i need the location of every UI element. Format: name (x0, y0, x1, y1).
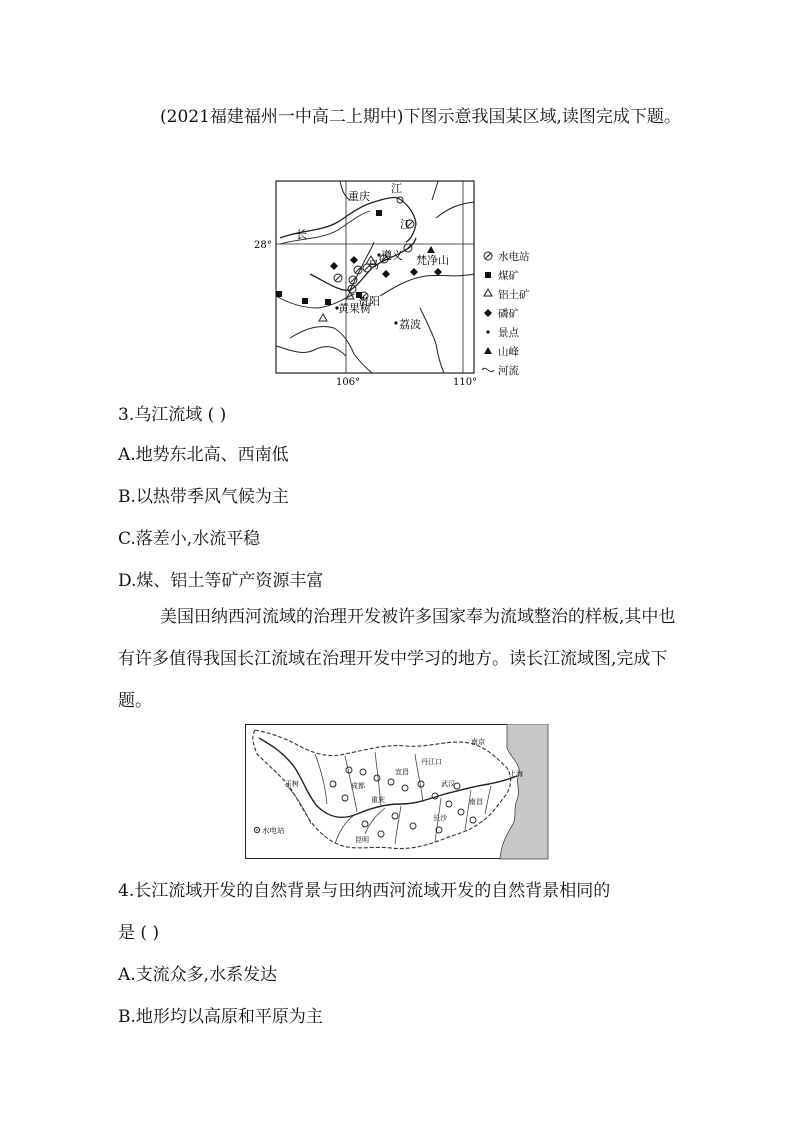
scenic-spot-icon (486, 330, 489, 333)
label-fanjingshan: 梵净山 (416, 254, 449, 267)
question-4-stem-line-1: 4.长江流域开发的自然背景与田纳西河流域开发的自然背景相同的 (118, 881, 611, 901)
bauxite-icon (484, 289, 492, 296)
label-libo: 荔波 (399, 318, 421, 331)
peak-icon (484, 347, 492, 354)
svg-text:水电站: 水电站 (498, 251, 530, 263)
label-shanghai: 上海 (509, 770, 523, 778)
label-zunyi: 遵义 (381, 249, 403, 262)
svg-text:景点: 景点 (498, 327, 519, 339)
question-3-option-a: A.地势东北高、西南低 (118, 445, 289, 465)
lon-label-106: 106° (336, 377, 361, 388)
label-chengdu: 成都 (351, 782, 365, 790)
map-legend (482, 250, 530, 377)
hydro-station-icon (484, 252, 492, 260)
label-kunming: 昆明 (355, 836, 369, 844)
label-jiang-upper: 江 (391, 182, 402, 195)
question-3-option-b: B.以热带季风气候为主 (118, 487, 289, 507)
svg-text:铝土矿: 铝土矿 (498, 289, 530, 301)
question-3-option-d: D.煤、铝土等矿产资源丰富 (118, 571, 324, 591)
question-4-option-b: B.地形均以高原和平原为主 (118, 1007, 323, 1027)
label-huangguoshu: 黄果树 (338, 302, 371, 315)
label-wu: 乌 (368, 258, 379, 271)
label-changsha: 长沙 (433, 814, 447, 822)
river-icon (482, 368, 494, 371)
svg-text:磷矿: 磷矿 (498, 308, 519, 320)
label-nanjing: 南京 (471, 738, 485, 746)
question-3-stem: 3.乌江流域 ( ) (118, 405, 227, 425)
phosphate-icon (484, 309, 492, 317)
coal-mine-icon (485, 272, 491, 278)
label-jiang-mid: 江 (400, 218, 411, 231)
question-4-stem-line-2: 是 ( ) (118, 923, 160, 943)
label-wuhan: 武汉 (441, 780, 455, 788)
label-guiyang: 贵阳 (358, 295, 380, 308)
wujiang-region-map (250, 178, 550, 390)
label-chongqing: 重庆 (348, 190, 370, 203)
lon-label-110: 110° (453, 377, 478, 388)
question-3-option-c: C.落差小,水流平稳 (118, 529, 261, 549)
label-danjiangkou: 丹江口 (421, 758, 442, 766)
lat-label: 28° (254, 240, 272, 251)
question-4-option-a: A.支流众多,水系发达 (118, 965, 278, 985)
label-yichang: 宜昌 (395, 768, 409, 776)
intro-paragraph-1: (2021福建福州一中高二上期中)下图示意我国某区域,读图完成下题。 (160, 107, 681, 127)
svg-text:河流: 河流 (498, 365, 519, 377)
map2-legend-label: 水电站 (262, 826, 285, 835)
intro-paragraph-2: 美国田纳西河流域的治理开发被许多国家奉为流域整治的样板,其中也有许多值得我国长江流域在治理开发中学习的地方。读长江流域图,完成下题。 (118, 607, 676, 711)
label-chang: 长 (296, 228, 307, 241)
svg-text:煤矿: 煤矿 (498, 270, 519, 282)
label-chongqing-2: 重庆 (371, 796, 385, 804)
svg-text:山峰: 山峰 (498, 346, 519, 358)
yangtze-basin-map (245, 724, 549, 860)
label-nanchang: 南昌 (469, 798, 483, 806)
label-yushu: 玉树 (285, 780, 299, 788)
